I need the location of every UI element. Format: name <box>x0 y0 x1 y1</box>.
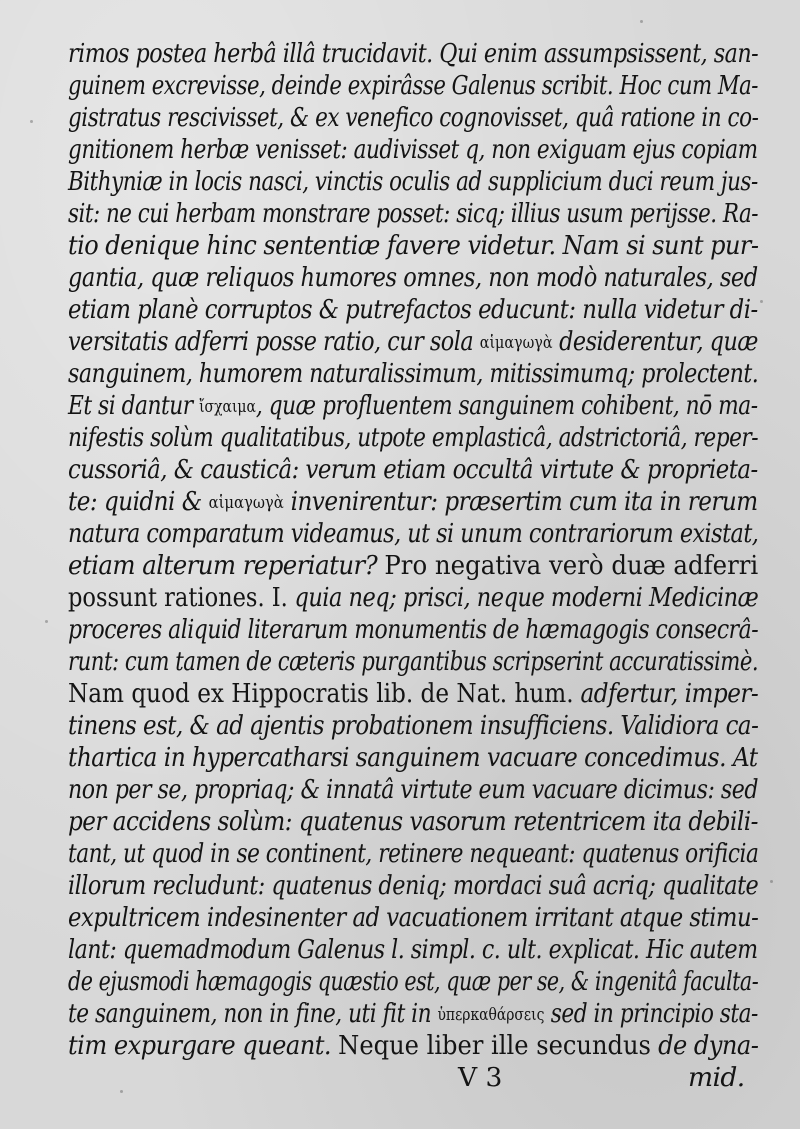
text-line-15: te: quidni & αἱμαγωγὰ invenirentur: præsertim cum ita in rerum <box>68 486 758 517</box>
text-line-23: thartica in hypercatharsi sanguinem vacuare concedimus. At <box>68 742 758 773</box>
text-line-16: natura comparatum videamus, ut si unum contrariorum existat, <box>68 518 759 549</box>
text-line-21: Nam quod ex Hippocratis lib. de Nat. hum. adfertur, imper- <box>68 678 759 709</box>
text-line-19: proceres aliquid literarum monumentis de hæmagogis consecrâ- <box>68 614 759 645</box>
text-line-32: tim expurgare queant. Neque liber ille secundus de dyna- <box>68 1030 759 1061</box>
text-line-13: nifestis solùm qualitatibus, utpote emplasticâ, adstrictoriâ, reper- <box>68 422 759 453</box>
text-line-30: de ejusmodi hæmagogis quæstio est, quæ per se, & ingenitâ faculta- <box>68 966 759 997</box>
paper-speck <box>120 1090 123 1093</box>
text-line-18: possunt rationes. I. quia neq; prisci, neque moderni Medicinæ <box>68 582 759 613</box>
text-line-28: expultricem indesinenter ad vacuationem irritant atque stimu- <box>68 902 759 933</box>
text-line-27: illorum recludunt: quatenus deniq; mordaci suâ acriq; qualitate <box>68 870 759 901</box>
text-line-8: gantia, quæ reliquos humores omnes, non modò naturales, sed <box>68 262 758 293</box>
greek-word: αἱμαγωγὰ <box>479 333 553 353</box>
paper-speck <box>640 20 643 23</box>
text-line-29: lant: quemadmodum Galenus l. simpl. c. ult. explicat. Hic autem <box>68 934 758 965</box>
signature-mark: V 3 <box>458 1062 503 1093</box>
text-line-14: cussoriâ, & causticâ: verum etiam occultâ virtute & proprieta- <box>68 454 758 485</box>
text-line-11: sanguinem, humorem naturalissimum, mitissimumq; prolectent. <box>68 358 759 389</box>
text-line-12: Et si dantur ἴσχαιμα, quæ profluentem sanguinem cohibent, nō ma- <box>68 390 758 421</box>
text-line-17: etiam alterum reperiatur? Pro negativa verò duæ adferri <box>68 550 759 581</box>
text-line-1: rimos postea herbâ illâ trucidavit. Qui enim assumpsissent, san- <box>68 38 759 69</box>
greek-word: αἱμαγωγὰ <box>208 493 284 513</box>
paper-speck <box>760 300 763 303</box>
text-line-26: tant, ut quod in se continent, retinere nequeant: quatenus orificia <box>68 838 759 869</box>
text-line-3: gistratus rescivisset, & ex venefico cognovisset, quâ ratione in co- <box>68 102 759 133</box>
text-line-20: runt: cum tamen de cæteris purgantibus scripserint accuratissimè. <box>68 646 759 677</box>
text-line-4: gnitionem herbæ venisset: audivisset q, non exiguam ejus copiam <box>68 134 758 165</box>
catchword: mid. <box>688 1062 745 1093</box>
text-line-10: versitatis adferri posse ratio, cur sola αἱμαγωγὰ desiderentur, quæ <box>68 326 758 357</box>
paper-speck <box>30 120 33 123</box>
text-line-2: guinem excrevisse, deinde expirâsse Galenus scribit. Hoc cum Ma- <box>68 70 758 101</box>
text-line-24: non per se, propriaq; & innatâ virtute eum vacuare dicimus: sed <box>68 774 758 805</box>
text-line-31: te sanguinem, non in fine, uti fit in ὑπερκαθάρσεις sed in principio sta- <box>68 998 758 1029</box>
text-line-6: sit: ne cui herbam monstrare posset: sicq; illius usum perijsse. Ra- <box>68 198 758 229</box>
paper-speck <box>45 620 48 623</box>
text-line-7: tio denique hinc sententiæ favere videtur. Nam si sunt pur- <box>68 230 759 261</box>
text-line-22: tinens est, & ad ajentis probationem insufficiens. Validiora ca- <box>68 710 759 741</box>
text-line-9: etiam planè corruptos & putrefactos educunt: nulla videtur di- <box>68 294 758 325</box>
text-line-25: per accidens solùm: quatenus vasorum retentricem ita debili- <box>68 806 758 837</box>
greek-word: ὑπερκαθάρσεις <box>437 1005 545 1025</box>
greek-word: ἴσχαιμα <box>199 397 256 417</box>
text-line-5: Bithyniæ in locis nasci, vinctis oculis ad supplicium duci reum jus- <box>68 166 758 197</box>
paper-speck <box>770 880 773 883</box>
